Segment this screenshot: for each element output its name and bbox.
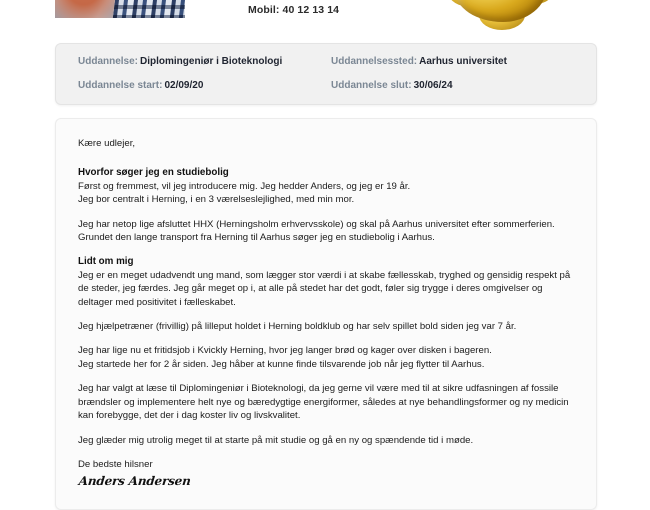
info-value-uddannelse-slut: 30/06/24 xyxy=(413,80,453,91)
info-label-uddannelse-slut: Uddannelse slut: xyxy=(331,80,412,91)
applicant-photo xyxy=(55,0,185,18)
letter-salutation: Kære udlejer, xyxy=(78,138,136,149)
letter-closing: De bedste hilsner xyxy=(78,458,153,470)
info-value-uddannelse-start: 02/09/20 xyxy=(164,80,204,91)
letter-heading-1: Hvorfor søger jeg en studiebolig xyxy=(78,167,229,179)
letter-para-2 xyxy=(78,218,574,245)
letter-para-1-line-1: Først og fremmest, vil jeg introducere mig. Jeg hedder Anders, og jeg er 19 år. xyxy=(78,180,411,192)
education-info-grid xyxy=(78,54,574,94)
info-label-uddannelsessted: Uddannelsessted: xyxy=(331,56,418,67)
letter-section-2 xyxy=(78,255,574,309)
info-value-uddannelsessted: Aarhus universitet xyxy=(419,56,507,67)
letter-para-2-line-2: Grundet den lange transport fra Herning til Aarhus søger jeg en studiebolig i Aarhus. xyxy=(78,232,435,244)
letter-para-2-line-1: Jeg har netop lige afsluttet HHX (Herningsholm erhvervsskole) og skal på Aarhus universitet efter sommerferien. xyxy=(78,218,555,230)
info-item-uddannelse-slut xyxy=(331,80,574,92)
info-label-uddannelse-start: Uddannelse start: xyxy=(78,80,163,91)
contact-mobile-line: Mobil: 40 12 13 14 xyxy=(248,4,340,16)
document-header xyxy=(0,0,650,36)
letter-section-1 xyxy=(78,166,574,206)
seal-body xyxy=(455,0,547,22)
cover-letter-card xyxy=(55,118,597,510)
signature: Anders Andersen xyxy=(78,474,192,489)
letter-heading-2: Lidt om mig xyxy=(78,256,134,268)
gold-wax-seal-icon xyxy=(455,0,547,22)
letter-para-6: Jeg har valgt at læse til Diplomingeniør i Bioteknologi, da jeg gerne vil være med til at sikre udfasningen af fossile brændsler og implementere helt nye og bæredygtige energiformer, således at nye behandlingsformer og ny medicin kan forebygge, det der i dag koster liv og livskvalitet. xyxy=(78,383,569,422)
info-item-uddannelse-start xyxy=(78,80,321,92)
letter-para-5-line-2: Jeg startede her for 2 år siden. Jeg håber at kunne finde tilsvarende job når jeg flytter til Aarhus. xyxy=(78,358,485,370)
letter-para-7: Jeg glæder mig utrolig meget til at starte på mit studie og gå en ny og spændende tid i møde. xyxy=(78,434,474,446)
info-item-uddannelsessted xyxy=(331,56,574,68)
info-label-uddannelse: Uddannelse: xyxy=(78,56,139,67)
letter-para-3: Jeg er en meget udadvendt ung mand, som lægger stor værdi i at skabe fællesskab, tryghed og gensidig respekt på de steder, jeg færdes. Jeg går meget op i, at alle på stedet har det godt, føler sig trygge i deres omgivelser og deltager med positivitet i fælleskabet. xyxy=(78,269,571,308)
cover-letter-body xyxy=(78,137,574,490)
letter-para-4: Jeg hjælpetræner (frivillig) på lilleput holdet i Herning boldklub og har selv spillet bold siden jeg var 7 år. xyxy=(78,321,517,333)
info-item-uddannelse xyxy=(78,56,321,68)
letter-signature-row xyxy=(78,473,574,489)
letter-para-5 xyxy=(78,344,574,371)
letter-para-5-line-1: Jeg har lige nu et fritidsjob i Kvickly Herning, hvor jeg langer brød og kager over disken i bageren. xyxy=(78,345,492,357)
info-value-uddannelse: Diplomingeniør i Bioteknologi xyxy=(140,56,283,67)
letter-para-1-line-2: Jeg bor centralt i Herning, i en 3 værelseslejlighed, med min mor. xyxy=(78,194,355,206)
education-info-card xyxy=(55,43,597,105)
photo-plaid-shirt xyxy=(113,0,185,18)
